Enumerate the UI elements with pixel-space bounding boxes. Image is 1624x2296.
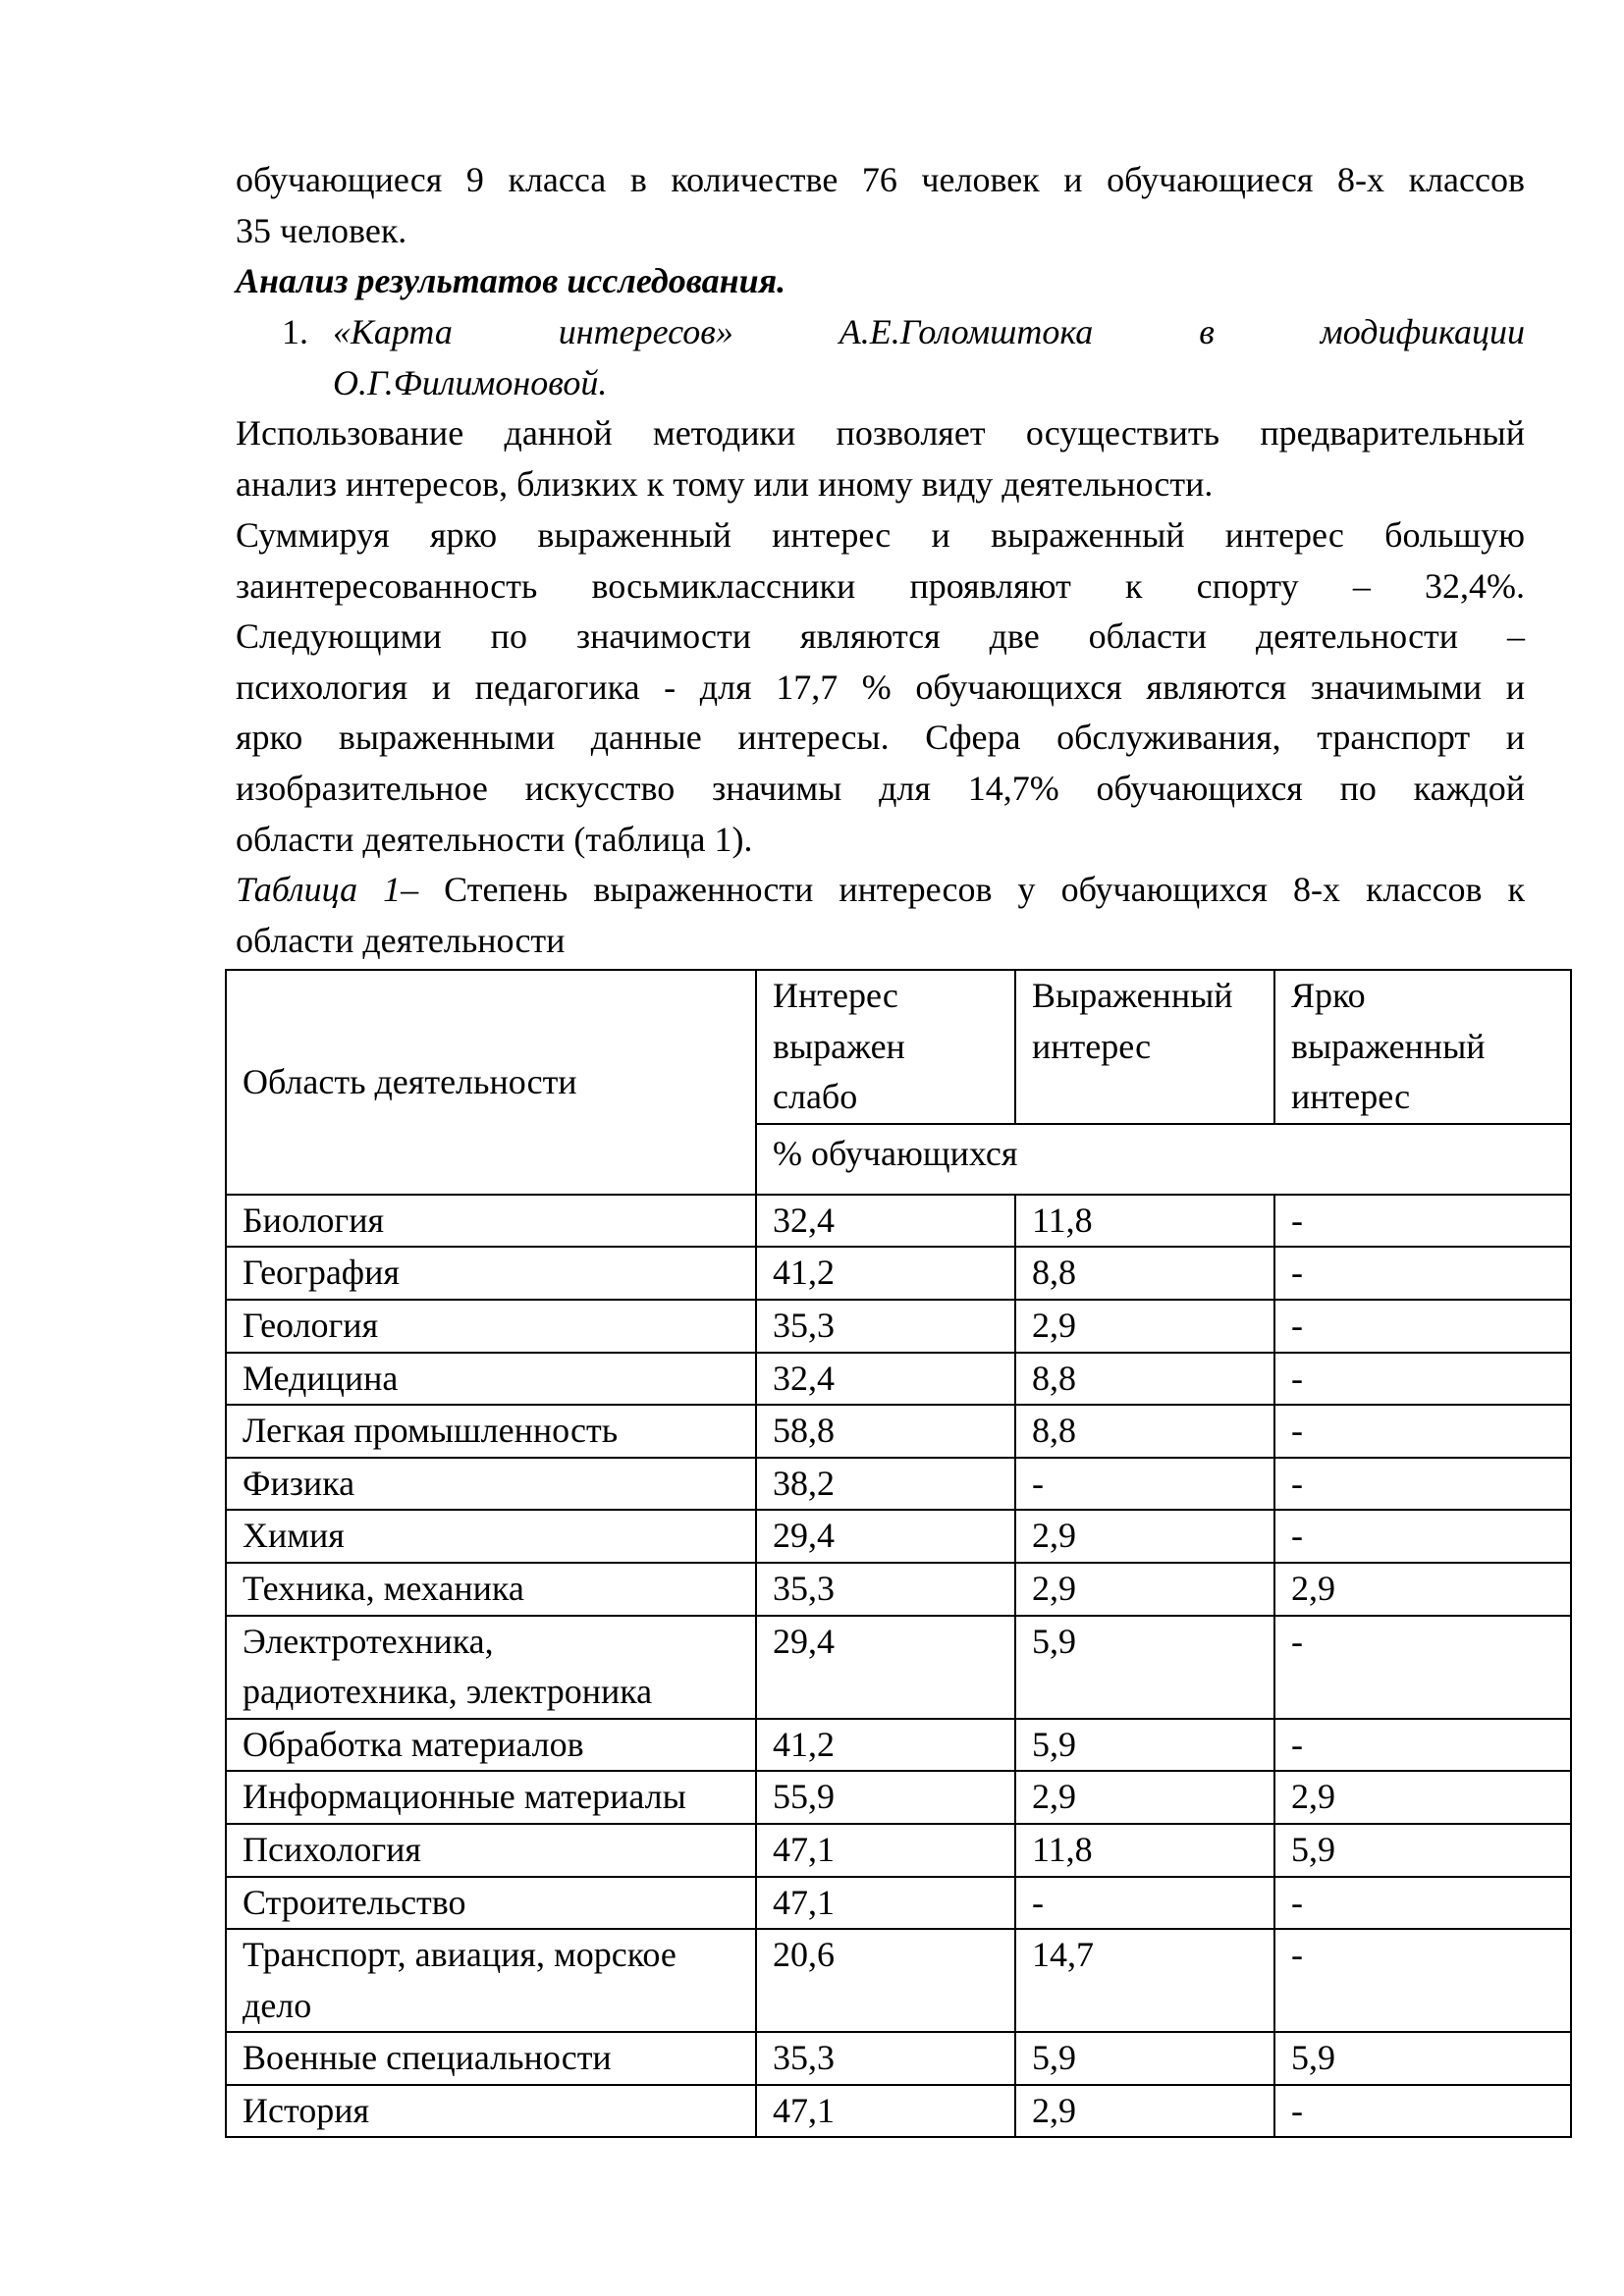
cell-weak: 32,4 <box>756 1353 1015 1406</box>
cell-area-line: Химия <box>243 1516 345 1556</box>
cell-expressed: 5,9 <box>1015 1616 1274 1719</box>
cell-weak: 58,8 <box>756 1405 1015 1458</box>
cell-weak: 35,3 <box>756 1563 1015 1616</box>
table-row <box>226 2032 1571 2085</box>
cell-area <box>226 1929 756 2032</box>
header-line: слабо <box>773 1077 858 1117</box>
intro-paragraph <box>236 155 1525 256</box>
cell-expressed: 5,9 <box>1015 2032 1274 2085</box>
cell-weak: 29,4 <box>756 1510 1015 1563</box>
cell-weak: 20,6 <box>756 1929 1015 2032</box>
header-line: Выраженный <box>1032 976 1233 1015</box>
cell-weak: 38,2 <box>756 1458 1015 1511</box>
cell-weak: 32,4 <box>756 1195 1015 1248</box>
cell-area-line: Физика <box>243 1463 355 1503</box>
header-line: Ярко <box>1291 976 1366 1015</box>
header-line: интерес <box>1032 1026 1152 1066</box>
table-row <box>226 1616 1571 1719</box>
header-line: интерес <box>1291 1077 1411 1117</box>
table-row <box>226 1719 1571 1772</box>
cell-weak: 47,1 <box>756 2085 1015 2138</box>
cell-strong: - <box>1274 1719 1571 1772</box>
cell-strong: 2,9 <box>1274 1563 1571 1616</box>
cell-expressed: 2,9 <box>1015 1563 1274 1616</box>
caption-line <box>236 865 1525 916</box>
cell-expressed: 11,8 <box>1015 1195 1274 1248</box>
cell-expressed: - <box>1015 1458 1274 1511</box>
cell-expressed: 8,8 <box>1015 1353 1274 1406</box>
text-line: Суммируя ярко выраженный интерес и выраженный интерес большую <box>236 515 1525 555</box>
cell-area-line: Геология <box>243 1305 379 1345</box>
cell-expressed: 5,9 <box>1015 1719 1274 1772</box>
table-row <box>226 1877 1571 1930</box>
cell-strong: - <box>1274 1247 1571 1300</box>
list-word: «Карта <box>333 312 453 351</box>
list-word: модификации <box>1320 312 1525 351</box>
cell-area <box>226 1458 756 1511</box>
cell-area-line: Военные специальности <box>243 2038 612 2078</box>
cell-expressed: 11,8 <box>1015 1824 1274 1877</box>
header-line: выраженный <box>1291 1026 1486 1066</box>
cell-weak: 47,1 <box>756 1824 1015 1877</box>
interests-table <box>225 969 1572 2138</box>
table-row <box>226 1929 1571 2032</box>
cell-area-line: радиотехника, электроника <box>243 1672 653 1712</box>
cell-area-line: История <box>243 2090 370 2130</box>
results-paragraph <box>236 510 1525 865</box>
header-expressed <box>1015 970 1274 1124</box>
cell-strong: - <box>1274 1458 1571 1511</box>
table-row <box>226 2085 1571 2138</box>
cell-area-line: Транспорт, авиация, морское <box>243 1935 677 1975</box>
table-row <box>226 1771 1571 1824</box>
cell-weak: 41,2 <box>756 1247 1015 1300</box>
cell-area <box>226 1616 756 1719</box>
cell-area <box>226 2032 756 2085</box>
text-line: 35 человек. <box>236 210 407 250</box>
cell-strong: 5,9 <box>1274 1824 1571 1877</box>
text-line: ярко выраженными данные интересы. Сфера обслуживания, транспорт и <box>236 718 1525 758</box>
list-item-line <box>333 307 1525 358</box>
cell-strong: 5,9 <box>1274 2032 1571 2085</box>
cell-strong: - <box>1274 1353 1571 1406</box>
cell-area-line: Строительство <box>243 1882 466 1922</box>
cell-area-line: Медицина <box>243 1358 399 1398</box>
cell-expressed: 2,9 <box>1015 1300 1274 1353</box>
table-row <box>226 1510 1571 1563</box>
table-row <box>226 1563 1571 1616</box>
table-row <box>226 1458 1571 1511</box>
list-item-line: О.Г.Филимоновой. <box>333 363 608 402</box>
cell-area <box>226 1353 756 1406</box>
cell-area <box>226 1877 756 1930</box>
header-line: Интерес <box>773 976 898 1015</box>
cell-strong: - <box>1274 1510 1571 1563</box>
header-unit: % обучающихся <box>756 1124 1571 1195</box>
cell-weak: 35,3 <box>756 1300 1015 1353</box>
table-row <box>226 1195 1571 1248</box>
cell-strong: - <box>1274 2085 1571 2138</box>
cell-area-line: Легкая промышленность <box>243 1411 619 1451</box>
list-number: 1. <box>282 312 308 351</box>
cell-area <box>226 1300 756 1353</box>
caption-line: области деятельности <box>236 920 566 960</box>
cell-area-line: Обработка материалов <box>243 1724 584 1764</box>
cell-weak: 55,9 <box>756 1771 1015 1824</box>
header-weak <box>756 970 1015 1124</box>
cell-expressed: 8,8 <box>1015 1405 1274 1458</box>
cell-expressed: 2,9 <box>1015 1771 1274 1824</box>
cell-area-line: дело <box>243 1985 312 2025</box>
cell-strong: - <box>1274 1195 1571 1248</box>
cell-weak: 41,2 <box>756 1719 1015 1772</box>
cell-area-line: География <box>243 1253 400 1293</box>
cell-expressed: 8,8 <box>1015 1247 1274 1300</box>
table-caption <box>236 865 1525 966</box>
cell-area <box>226 1405 756 1458</box>
cell-area <box>226 1510 756 1563</box>
cell-area-line: Электротехника, <box>243 1621 494 1661</box>
cell-weak: 35,3 <box>756 2032 1015 2085</box>
header-strong <box>1274 970 1571 1124</box>
table-row <box>226 1300 1571 1353</box>
caption-label: Таблица 1 <box>236 870 402 909</box>
table-row <box>226 1247 1571 1300</box>
cell-area-line: Психология <box>243 1829 421 1869</box>
cell-weak: 47,1 <box>756 1877 1015 1930</box>
cell-strong: - <box>1274 1300 1571 1353</box>
text-line: анализ интересов, близких к тому или иному виду деятельности. <box>236 463 1214 504</box>
table-header-row <box>226 970 1571 1124</box>
cell-area <box>226 1195 756 1248</box>
cell-area <box>226 1247 756 1300</box>
cell-area <box>226 1824 756 1877</box>
table-row <box>226 1824 1571 1877</box>
text-line: обучающиеся 9 класса в количестве 76 человек и обучающиеся 8-х классов <box>236 160 1525 199</box>
list-word: интересов» <box>558 312 733 351</box>
text-line: изобразительное искусство значимы для 14,7% обучающихся по каждой <box>236 768 1525 808</box>
cell-strong: - <box>1274 1405 1571 1458</box>
cell-expressed: - <box>1015 1877 1274 1930</box>
caption-text: – Степень выраженности интересов у обучающихся 8-х классов к <box>401 870 1525 909</box>
table-row <box>226 1353 1571 1406</box>
table-row <box>226 1405 1571 1458</box>
section-heading: Анализ результатов исследования. <box>236 261 786 300</box>
cell-strong: - <box>1274 1929 1571 2032</box>
cell-area-line: Информационные материалы <box>243 1777 686 1817</box>
cell-strong: 2,9 <box>1274 1771 1571 1824</box>
text-line: Следующими по значимости являются две области деятельности – <box>236 616 1525 657</box>
cell-strong: - <box>1274 1877 1571 1930</box>
cell-weak: 29,4 <box>756 1616 1015 1719</box>
text-line: психология и педагогика - для 17,7 % обучающихся являются значимыми и <box>236 667 1525 707</box>
header-line: выражен <box>773 1026 905 1066</box>
cell-area <box>226 1719 756 1772</box>
cell-area <box>226 1563 756 1616</box>
text-line: области деятельности (таблица 1). <box>236 819 753 859</box>
text-line: заинтересованность восьмиклассники проявляют к спорту – 32,4%. <box>236 565 1525 606</box>
list-word: А.Е.Голомштока <box>839 312 1094 351</box>
cell-area <box>226 2085 756 2138</box>
cell-expressed: 2,9 <box>1015 1510 1274 1563</box>
header-area: Область деятельности <box>226 970 756 1195</box>
cell-strong: - <box>1274 1616 1571 1719</box>
method-paragraph <box>236 408 1525 509</box>
cell-area-line: Биология <box>243 1200 385 1240</box>
list-word: в <box>1199 312 1215 351</box>
cell-area <box>226 1771 756 1824</box>
text-line: Использование данной методики позволяет осуществить предварительный <box>236 413 1525 453</box>
cell-expressed: 2,9 <box>1015 2085 1274 2138</box>
cell-expressed: 14,7 <box>1015 1929 1274 2032</box>
cell-area-line: Техника, механика <box>243 1568 524 1608</box>
